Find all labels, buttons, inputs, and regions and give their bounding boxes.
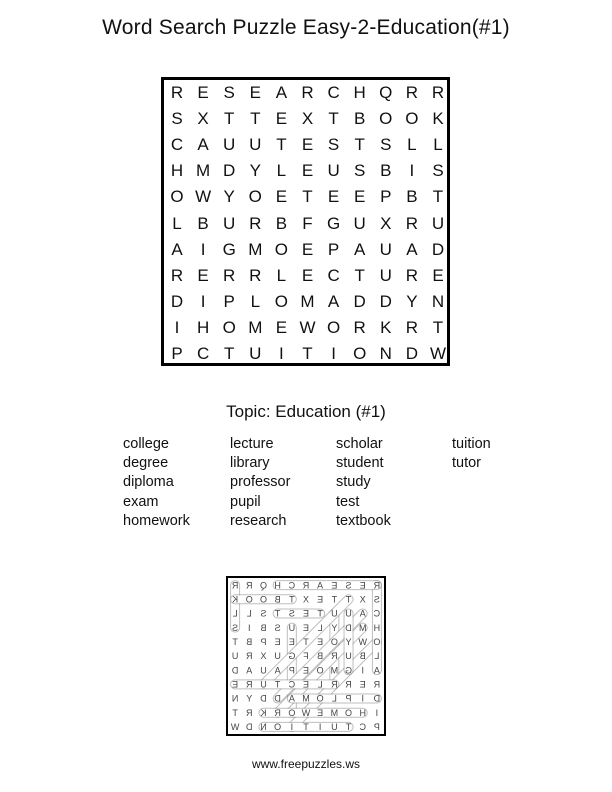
solution-letter: C	[288, 580, 296, 591]
solution-letter: C	[288, 679, 296, 690]
word-list-item: student	[336, 455, 384, 472]
solution-letter: P	[345, 693, 352, 704]
solution-letter: L	[374, 651, 380, 662]
solution-letter: I	[361, 665, 364, 676]
grid-letter: U	[249, 135, 262, 155]
grid-letter: S	[171, 109, 183, 129]
grid-letter: P	[380, 187, 392, 207]
solution-letter: D	[274, 693, 281, 704]
solution-letter: W	[230, 722, 240, 733]
solution-letter: M	[302, 693, 310, 704]
grid-letter: U	[327, 161, 340, 181]
grid-letter: E	[327, 187, 340, 207]
solution-letter: U	[331, 722, 338, 733]
solution-letter: A	[274, 665, 281, 676]
grid-letter: T	[302, 344, 313, 363]
grid-letter: M	[248, 317, 263, 337]
word-list-column-1	[123, 435, 190, 531]
grid-letter: C	[196, 344, 210, 363]
grid-letter: O	[248, 187, 262, 207]
grid-letter: E	[301, 135, 314, 155]
grid-letter: E	[275, 109, 288, 129]
grid-letter: X	[301, 109, 314, 129]
word-list-item: study	[336, 474, 371, 491]
word-list-item: homework	[123, 512, 190, 529]
solution-letter: O	[330, 637, 338, 648]
grid-letter: U	[353, 213, 366, 233]
grid-letter: T	[354, 265, 365, 285]
solution-letter: D	[373, 693, 381, 704]
grid-letter: P	[327, 239, 340, 259]
solution-letter: E	[317, 594, 324, 605]
grid-letter: W	[299, 317, 316, 337]
grid-letter: O	[170, 187, 184, 207]
solution-letter: T	[331, 594, 338, 605]
solution-letter: R	[231, 580, 239, 591]
grid-letter: S	[432, 161, 444, 181]
solution-letter: E	[288, 637, 295, 648]
solution-letter: W	[301, 707, 311, 718]
grid-letter: O	[353, 344, 367, 363]
solution-letter: S	[288, 608, 295, 619]
solution-letter: P	[288, 665, 295, 676]
solution-letter: M	[330, 707, 339, 718]
solution-letter: E	[302, 665, 310, 676]
grid-letter: T	[276, 135, 287, 155]
grid-letter: W	[195, 187, 212, 207]
word-list-item: research	[230, 512, 287, 529]
solution-letter: K	[260, 707, 267, 718]
word-list-item: tutor	[452, 455, 482, 472]
grid-letter: B	[354, 109, 366, 129]
grid-letter: D	[405, 344, 419, 363]
grid-letter: U	[379, 239, 392, 259]
solution-letter: L	[331, 693, 337, 704]
grid-letter: Q	[379, 83, 393, 102]
solution-letter: R	[274, 707, 281, 718]
grid-letter: R	[249, 265, 262, 285]
solution-letter: A	[246, 665, 253, 676]
grid-letter: M	[248, 239, 263, 259]
grid-letter: B	[275, 213, 288, 233]
solution-letter: T	[317, 608, 323, 619]
grid-letter: I	[409, 161, 415, 181]
grid-letter: E	[275, 187, 288, 207]
grid-letter: A	[197, 135, 209, 155]
grid-letter: S	[327, 135, 340, 155]
solution-letter: X	[359, 594, 366, 605]
solution-letter: D	[345, 622, 352, 633]
grid-letter: D	[223, 161, 236, 181]
solution-letter: F	[303, 651, 309, 662]
grid-letter: T	[354, 135, 365, 155]
grid-letter: B	[380, 161, 392, 181]
solution-letter: A	[317, 580, 324, 591]
solution-letter: R	[246, 580, 253, 591]
grid-letter: Y	[223, 187, 235, 207]
solution-letter: B	[260, 622, 267, 633]
solution-letter: O	[259, 594, 267, 605]
grid-letter: O	[326, 317, 341, 337]
solution-letter: I	[375, 707, 379, 718]
solution-letter: S	[345, 580, 352, 591]
grid-letter: R	[249, 213, 262, 233]
grid-letter: H	[196, 317, 210, 337]
solution-letter: K	[232, 594, 239, 605]
topic-heading: Topic: Education (#1)	[226, 402, 386, 421]
grid-letter: S	[380, 135, 392, 155]
solution-letter: E	[274, 637, 281, 648]
word-list-item: library	[230, 455, 270, 472]
solution-letter: R	[246, 651, 253, 662]
grid-letter: M	[196, 161, 211, 181]
solution-letter: I	[318, 722, 322, 733]
grid-letter: R	[405, 317, 419, 337]
grid-letter: D	[379, 291, 392, 311]
solution-letter: T	[303, 637, 309, 648]
solution-letter: N	[260, 722, 267, 733]
word-list-item: pupil	[230, 493, 261, 510]
solution-letter: E	[302, 679, 310, 690]
solution-letter: E	[359, 679, 366, 690]
solution-letter: B	[317, 651, 324, 662]
grid-letter: K	[380, 317, 392, 337]
page-title: Word Search Puzzle Easy-2-Education(#1)	[102, 16, 510, 39]
grid-letter: R	[405, 265, 419, 285]
solution-letter: L	[246, 608, 252, 619]
grid-letter: E	[275, 317, 288, 337]
solution-letter: Y	[345, 637, 352, 648]
solution-letter: Q	[259, 580, 267, 591]
solution-letter: U	[231, 651, 239, 662]
grid-letter: X	[380, 213, 392, 233]
solution-letter: H	[274, 580, 281, 591]
grid-letter: R	[353, 317, 366, 337]
word-list-item: scholar	[336, 436, 383, 452]
solution-letter: P	[373, 722, 380, 733]
grid-letter: L	[433, 135, 443, 155]
solution-letter: S	[232, 622, 239, 633]
word-list-column-3	[336, 435, 391, 531]
grid-letter: G	[222, 239, 236, 259]
solution-letter: E	[317, 707, 324, 718]
solution-grid-svg	[228, 578, 384, 734]
solution-letter: M	[358, 622, 367, 633]
word-list-item: tuition	[452, 436, 491, 452]
solution-letter: S	[274, 622, 281, 633]
solution-letter: D	[246, 722, 253, 733]
grid-letter: H	[353, 83, 366, 102]
solution-letter: G	[345, 665, 353, 676]
solution-letter: A	[373, 665, 380, 676]
solution-letter: E	[359, 580, 366, 591]
grid-letter: N	[379, 344, 392, 363]
word-list-item: diploma	[123, 474, 174, 491]
grid-letter: O	[274, 239, 288, 259]
grid-letter: D	[170, 291, 184, 311]
solution-letter: U	[260, 665, 267, 676]
grid-letter: I	[200, 239, 206, 259]
solution-letter: R	[373, 679, 381, 690]
grid-letter: T	[432, 317, 444, 337]
solution-letter: U	[345, 608, 352, 619]
word-list-column-4	[452, 435, 491, 473]
word-list-item: textbook	[336, 512, 391, 529]
solution-letter: T	[303, 722, 309, 733]
solution-letter: L	[232, 608, 238, 619]
solution-letter: Y	[331, 622, 338, 633]
grid-letter: T	[328, 109, 339, 129]
grid-letter: U	[431, 213, 445, 233]
solution-letter: T	[274, 679, 281, 690]
solution-letter: T	[345, 594, 352, 605]
grid-letter: O	[379, 109, 393, 129]
grid-letter: W	[429, 344, 447, 363]
grid-letter: T	[302, 187, 313, 207]
grid-letter: C	[170, 135, 184, 155]
grid-letter: L	[276, 161, 287, 181]
solution-letter: I	[361, 693, 364, 704]
solution-letter: U	[331, 608, 338, 619]
grid-letter: O	[405, 109, 419, 129]
solution-letter: E	[232, 679, 239, 690]
solution-letter: E	[331, 580, 338, 591]
solution-letter: P	[260, 637, 267, 648]
grid-letter: F	[302, 213, 313, 233]
footer-url: www.freepuzzles.ws	[251, 757, 361, 771]
solution-letter: H	[359, 707, 366, 718]
solution-letter: R	[373, 580, 381, 591]
solution-letter: U	[260, 679, 267, 690]
solution-letter: U	[288, 622, 296, 633]
solution-letter: W	[358, 637, 367, 648]
grid-letter: K	[432, 109, 444, 129]
grid-letter: R	[170, 265, 184, 285]
grid-letter: E	[197, 83, 209, 102]
word-list-item: lecture	[230, 436, 274, 452]
grid-letter: E	[197, 265, 209, 285]
grid-letter: N	[431, 291, 445, 311]
grid-letter: R	[301, 83, 314, 102]
solution-letter: C	[373, 608, 381, 619]
solution-letter: E	[302, 622, 310, 633]
solution-letter: N	[231, 693, 239, 704]
solution-letter: T	[289, 594, 295, 605]
grid-letter: O	[274, 291, 288, 311]
grid-letter: S	[223, 83, 235, 102]
solution-letter: D	[260, 693, 267, 704]
solution-letter: A	[288, 693, 295, 704]
solution-letter: U	[345, 651, 352, 662]
grid-letter: R	[170, 83, 184, 102]
solution-thumbnail	[226, 576, 386, 736]
solution-letter: R	[345, 679, 352, 690]
solution-letter: T	[345, 722, 352, 733]
grid-letter: L	[407, 135, 417, 155]
solution-letter: G	[288, 651, 296, 662]
grid-letter: S	[354, 161, 366, 181]
grid-letter: A	[171, 239, 183, 259]
grid-letter: A	[406, 239, 418, 259]
grid-letter: C	[327, 83, 340, 102]
solution-letter: B	[359, 651, 366, 662]
grid-letter: E	[301, 161, 314, 181]
grid-letter: E	[301, 239, 314, 259]
grid-letter: U	[223, 213, 236, 233]
grid-letter: I	[279, 344, 284, 363]
solution-letter: A	[359, 608, 366, 619]
solution-letter: X	[260, 651, 267, 662]
word-list-item: professor	[230, 474, 291, 491]
solution-letter: B	[246, 637, 253, 648]
solution-letter: S	[260, 608, 267, 619]
grid-letter: I	[174, 317, 180, 337]
solution-letter: O	[316, 693, 324, 704]
grid-letter: B	[406, 187, 418, 207]
solution-letter: I	[248, 622, 251, 633]
solution-letter: I	[290, 722, 294, 733]
grid-letter: R	[431, 83, 445, 102]
grid-letter: T	[223, 344, 235, 363]
grid-letter: G	[326, 213, 341, 233]
grid-letter: B	[197, 213, 209, 233]
grid-letter: D	[353, 291, 366, 311]
grid-letter: U	[223, 135, 236, 155]
grid-letter: R	[223, 265, 236, 285]
grid-letter: E	[301, 265, 314, 285]
word-list-item: degree	[123, 455, 169, 472]
grid-letter: O	[222, 317, 236, 337]
grid-letter: P	[171, 344, 183, 363]
word-list-item: exam	[123, 493, 159, 510]
grid-letter: M	[300, 291, 315, 311]
grid-letter: R	[405, 83, 419, 102]
solution-letter: O	[316, 665, 324, 676]
solution-letter: R	[331, 651, 338, 662]
grid-letter: U	[379, 265, 392, 285]
grid-letter: I	[331, 344, 336, 363]
solution-letter: E	[317, 637, 324, 648]
solution-letter: O	[288, 707, 296, 718]
solution-letter: L	[317, 679, 323, 690]
solution-letter: B	[274, 594, 281, 605]
grid-letter: E	[249, 83, 261, 102]
solution-letter: L	[317, 622, 323, 633]
grid-letter: D	[431, 239, 445, 259]
grid-letter: X	[197, 109, 209, 129]
solution-letter: O	[274, 722, 282, 733]
solution-letter: O	[245, 594, 253, 605]
grid-letter: L	[172, 213, 182, 233]
grid-letter: Y	[249, 161, 261, 181]
grid-letter: H	[170, 161, 184, 181]
solution-letter: E	[302, 608, 310, 619]
grid-letter: A	[327, 291, 340, 311]
solution-letter: M	[330, 665, 339, 676]
grid-letter: E	[432, 265, 444, 285]
solution-letter: U	[274, 651, 281, 662]
word-list-column-2	[230, 435, 290, 531]
grid-letter: T	[223, 109, 235, 129]
grid-letter: L	[276, 265, 287, 285]
grid-letter: P	[223, 291, 235, 311]
word-list-item: college	[123, 436, 169, 452]
solution-letter: C	[359, 722, 366, 733]
solution-letter: O	[345, 707, 353, 718]
solution-letter: D	[231, 665, 239, 676]
solution-letter: X	[302, 594, 310, 605]
grid-letter: Y	[406, 291, 418, 311]
word-list-item: test	[336, 493, 360, 510]
solution-letter: H	[373, 622, 381, 633]
solution-letter: T	[232, 707, 238, 718]
grid-letter: L	[250, 291, 261, 311]
solution-letter: T	[274, 608, 281, 619]
solution-letter: R	[302, 580, 310, 591]
solution-letter: R	[246, 679, 253, 690]
grid-letter: R	[405, 213, 419, 233]
grid-letter: E	[354, 187, 366, 207]
solution-letter: R	[246, 707, 253, 718]
grid-letter: A	[354, 239, 366, 259]
grid-letter: T	[250, 109, 261, 129]
solution-letter: T	[232, 637, 238, 648]
grid-letter: U	[249, 344, 262, 363]
grid-letter: C	[327, 265, 340, 285]
solution-letter: O	[373, 637, 381, 648]
solution-letter: R	[331, 679, 338, 690]
solution-letter: Y	[246, 693, 253, 704]
puzzle-grid	[161, 77, 450, 366]
grid-letter: I	[200, 291, 206, 311]
grid-letter: A	[275, 83, 288, 102]
grid-letter: T	[432, 187, 444, 207]
solution-letter: S	[373, 594, 380, 605]
